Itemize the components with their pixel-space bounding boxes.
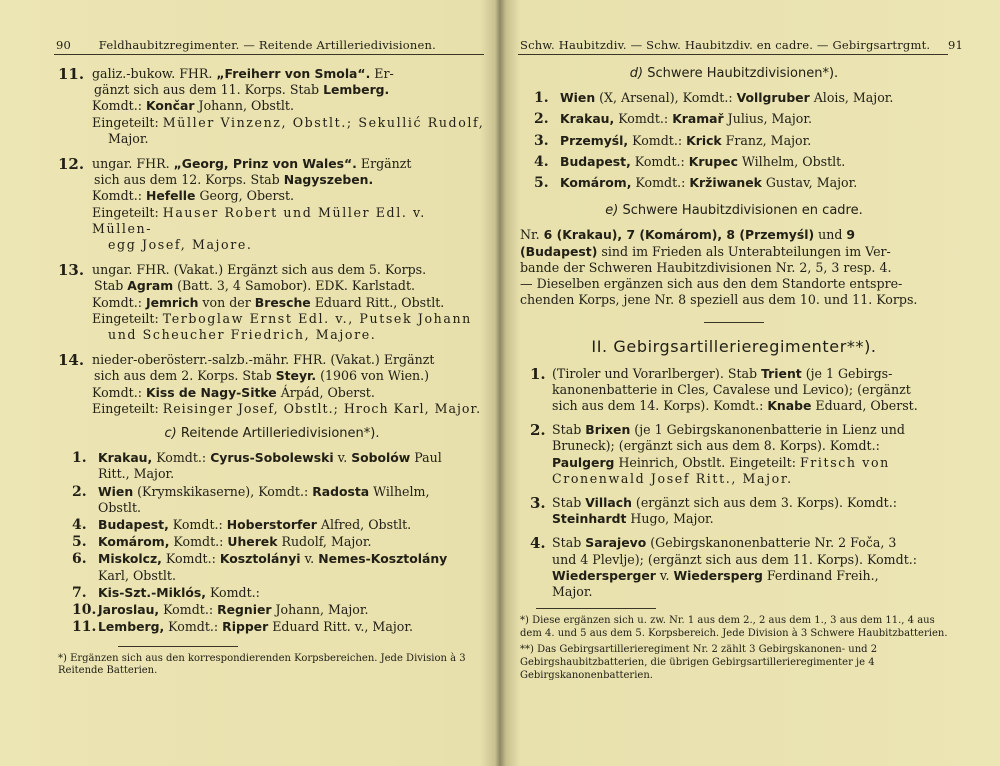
entry-text: sich aus dem 12. Korps. Stab — [94, 172, 284, 188]
list-item — [520, 495, 948, 527]
station-name: Komárom, — [98, 534, 170, 550]
entry-number: 12. — [58, 155, 85, 174]
item-text: Alois, Major. — [809, 90, 894, 106]
assigned-text: Cronenwald Josef Ritt., Major. — [552, 470, 793, 486]
item-text: Komdt.: — [159, 602, 218, 618]
item-text: Komdt.: — [164, 619, 223, 635]
right-content — [520, 66, 948, 682]
commander-name: Uherek — [227, 534, 278, 550]
item-text: Stab — [552, 495, 586, 511]
item-text: (Tiroler und Vorarlberger). Stab — [552, 365, 762, 381]
footnote-rule — [118, 646, 238, 647]
item-text: Wilhelm, Obstlt. — [737, 153, 846, 169]
footnote: *) Ergänzen sich aus den korrespondierenden Korpsbereichen. Jede Division à 3 Reitende Batterien. — [58, 652, 466, 677]
station-name: Kis-Szt.-Miklós, — [98, 584, 206, 600]
item-text: Stab — [552, 422, 586, 438]
commander-rest: Eduard Ritt., Obstlt. — [310, 294, 445, 310]
item-number: 1. — [534, 90, 549, 107]
item-number: 1. — [72, 450, 87, 467]
item-text: Komdt.: — [161, 551, 220, 567]
station-name: Wien — [560, 90, 596, 106]
item-number: 4. — [534, 153, 549, 170]
list-item — [526, 133, 948, 149]
assigned-text: Fritsch von — [799, 454, 890, 470]
assigned-text: Major. — [108, 130, 149, 146]
footnote: **) Das Gebirgsartillerieregiment Nr. 2 zählt 3 Gebirgskanonen- und 2 Gebirgshaubitzbatterien, die übrigen Gebirgsartillerieregimenter je 4 Gebirgskanonenbatterien. — [520, 644, 878, 681]
station-name: Sarajevo — [585, 535, 647, 551]
entry-text: Ergänzt — [356, 156, 412, 172]
commander-label: Komdt.: — [92, 384, 146, 400]
station-name: Steyr. — [275, 368, 317, 384]
item-text: Julius, Major. — [723, 111, 812, 127]
entry-text: ungar. FHR. — [92, 156, 174, 172]
item-number: 3. — [530, 494, 546, 513]
commander-name: Radosta — [312, 483, 370, 499]
assigned-text: Reisinger Josef, Obstlt.; Hroch Karl, Major. — [162, 400, 482, 416]
station-name: Lemberg, — [98, 619, 165, 635]
section-letter: c) — [164, 426, 177, 442]
entry-text: nieder-oberösterr.-salzb.-mähr. FHR. (Vakat.) Ergänzt — [92, 352, 435, 368]
station-name: Trient — [761, 365, 802, 381]
list-item — [64, 602, 486, 618]
entry-text: ungar. FHR. (Vakat.) Ergänzt sich aus dem 5. Korps. — [92, 262, 427, 278]
regiment-name: „Freiherr von Smola“. — [216, 66, 371, 81]
commander-name: Steinhardt — [552, 511, 627, 527]
section-letter: e) — [605, 203, 619, 219]
running-head-title: Feldhaubitzregimenter. — Reitende Artilleriedivisionen. — [98, 38, 436, 52]
item-text: Hugo, Major. — [626, 511, 714, 527]
item-text: Bruneck); (ergänzt sich aus dem 8. Korps). Komdt.: — [552, 438, 880, 454]
regiment-entry-12 — [58, 156, 486, 253]
item-text: Stab — [552, 535, 586, 551]
item-number: 3. — [534, 132, 549, 149]
assigned-text: Müller Vinzenz, Obstlt.; Sekullić Rudolf, — [162, 114, 485, 130]
item-text: Komdt.: — [205, 584, 260, 600]
item-text: (Krymskikaserne), Komdt.: — [133, 483, 313, 499]
list-item — [520, 422, 948, 487]
station-name: Komárom, — [560, 175, 632, 191]
entry-text: gänzt sich aus dem 11. Korps. Stab — [94, 82, 324, 98]
regiment-entry-11 — [58, 66, 486, 147]
list-item — [64, 450, 486, 482]
station-name: (Budapest) — [520, 243, 598, 259]
entry-text: (Batt. 3, 4 Samobor). EDK. Karlstadt. — [173, 278, 416, 294]
para-text: — Dieselben ergänzen sich aus den dem Standorte entspre- — [520, 276, 903, 292]
entry-text: galiz.-bukow. FHR. — [92, 66, 217, 81]
commander-name: Končar — [145, 98, 195, 114]
item-text: (je 1 Gebirgskanonenbatterie in Lienz und — [630, 422, 905, 438]
left-running-head — [56, 38, 436, 52]
station-name: Krakau, — [560, 111, 615, 127]
entry-number: 11. — [58, 65, 85, 83]
left-page — [0, 0, 498, 766]
item-text: Franz, Major. — [721, 132, 812, 148]
list-item — [64, 534, 486, 550]
station-name: Villach — [585, 495, 632, 511]
item-text: Ritt., Major. — [98, 466, 175, 482]
item-number: 7. — [72, 584, 87, 601]
assigned-label: Eingeteilt: — [92, 400, 163, 416]
item-text: (X, Arsenal), Komdt.: — [595, 90, 737, 106]
item-text: (ergänzt sich aus dem 3. Korps). Komdt.: — [631, 495, 897, 511]
item-text: kanonenbatterie in Cles, Cavalese und Levico); (ergänzt — [552, 381, 911, 397]
list-item — [520, 535, 948, 600]
header-rule — [54, 54, 484, 55]
item-text: (je 1 Gebirgs- — [801, 365, 893, 381]
entry-number: 14. — [58, 351, 85, 370]
regiment-entry-13 — [58, 262, 486, 343]
right-page — [506, 0, 1000, 766]
item-text: Heinrich, Obstlt. Eingeteilt: — [614, 454, 800, 470]
item-number: 5. — [534, 175, 549, 192]
commander-name: Kiss de Nagy-Sitke — [145, 384, 277, 400]
station-name: Budapest, — [560, 153, 631, 169]
assigned-label: Eingeteilt: — [92, 114, 163, 130]
assigned-text: Terboglaw Ernst Edl. v., Putsek Johann — [162, 310, 472, 326]
list-item — [64, 484, 486, 516]
item-text: Komdt.: — [168, 517, 227, 533]
commander-name: Bresche — [254, 294, 311, 310]
item-number: 2. — [534, 111, 549, 128]
item-text: sich aus dem 14. Korps). Komdt.: — [552, 398, 768, 414]
page-number: 90 — [56, 38, 72, 52]
item-number: 6. — [72, 551, 87, 568]
section-heading-e — [520, 203, 948, 219]
mounted-divisions-list — [58, 450, 486, 635]
item-text: und 4 Plevlje); (ergänzt sich aus dem 11. Korps). Komdt.: — [552, 551, 917, 567]
station-name: Agram — [127, 278, 174, 294]
assigned-label: Eingeteilt: — [92, 204, 163, 220]
heavy-divisions-list — [520, 90, 948, 191]
assigned-text: egg Josef, Majore. — [108, 237, 253, 253]
item-number: 10. — [72, 602, 97, 619]
commander-name: Wiedersperg — [673, 567, 763, 583]
list-item — [526, 175, 948, 191]
commander-name: Ripper — [222, 619, 269, 635]
commander-name: Jemrich — [145, 294, 199, 310]
list-item — [526, 154, 948, 170]
left-content — [58, 66, 486, 678]
commander-rest: Johann, Obstlt. — [194, 98, 294, 114]
commander-name: Vollgruber — [736, 90, 810, 106]
page-number: 91 — [948, 38, 964, 52]
item-number: 2. — [72, 483, 87, 500]
list-item — [520, 366, 948, 415]
division-list: 6 (Krakau), 7 (Komárom), 8 (Przemyśl) — [543, 227, 815, 243]
regiment-name: „Georg, Prinz von Wales“. — [173, 156, 357, 172]
item-text: Eduard, Oberst. — [811, 398, 918, 414]
para-text: chenden Korps, jene Nr. 8 speziell aus dem 10. und 11. Korps. — [520, 292, 918, 308]
item-text: Komdt.: — [631, 175, 690, 191]
commander-name: Krick — [686, 132, 722, 148]
item-text: Komdt.: — [630, 153, 689, 169]
item-text: v. — [300, 551, 319, 567]
item-text: Wilhelm, — [369, 483, 430, 499]
commander-name: Knabe — [767, 398, 812, 414]
division-number: 9 — [846, 227, 856, 243]
commander-name: Nemes-Kosztolány — [318, 551, 448, 567]
commander-rest: von der — [198, 294, 255, 310]
section-title: Reitende Artilleriedivisionen*). — [180, 426, 380, 442]
assigned-text: Hauser Robert und Müller Edl. v. Müllen- — [92, 204, 426, 236]
para-text: bande der Schweren Haubitzdivisionen Nr. 2, 5, 3 resp. 4. — [520, 259, 892, 275]
list-item — [64, 585, 486, 601]
running-head-title: Schw. Haubitzdiv. — Schw. Haubitzdiv. en cadre. — Gebirgsartrgmt. — [520, 38, 931, 52]
item-text: Karl, Obstlt. — [98, 567, 176, 583]
item-text: Eduard Ritt. v., Major. — [268, 619, 413, 635]
mountain-regiments-list — [520, 366, 948, 601]
section-heading-ii: II. Gebirgsartillerieregimenter**). — [591, 337, 877, 357]
item-text: Rudolf, Major. — [277, 534, 372, 550]
list-item — [64, 551, 486, 583]
item-text: (Gebirgskanonenbatterie Nr. 2 Foča, 3 — [646, 535, 897, 551]
assigned-text: und Scheucher Friedrich, Majore. — [108, 327, 377, 343]
commander-name: Kramař — [672, 111, 724, 127]
commander-label: Komdt.: — [92, 294, 146, 310]
item-text: Komdt.: — [614, 111, 673, 127]
entry-text: (1906 von Wien.) — [316, 368, 430, 384]
regiment-entry-14 — [58, 352, 486, 417]
section-heading-d — [520, 66, 948, 82]
commander-label: Komdt.: — [92, 98, 146, 114]
item-number: 11. — [72, 619, 97, 636]
station-name: Wien — [98, 483, 134, 499]
section-title: Schwere Haubitzdivisionen en cadre. — [622, 203, 863, 219]
item-text: Komdt.: — [169, 534, 228, 550]
section-heading-c — [58, 426, 486, 442]
item-text: Paul — [410, 450, 442, 466]
section-title: Schwere Haubitzdivisionen*). — [647, 66, 839, 81]
header-rule — [518, 54, 948, 55]
item-number: 2. — [530, 421, 546, 440]
commander-name: Paulgerg — [552, 454, 615, 470]
entry-text: sich aus dem 2. Korps. Stab — [94, 368, 276, 384]
list-item — [526, 90, 948, 106]
commander-name: Regnier — [217, 602, 272, 618]
commander-name: Sobolów — [351, 450, 411, 466]
entry-text: Er- — [370, 66, 394, 81]
list-item — [64, 517, 486, 533]
item-text: Obstlt. — [98, 499, 142, 515]
entry-text: Stab — [94, 278, 128, 294]
station-name: Miskolcz, — [98, 551, 162, 567]
station-name: Nagyszeben. — [283, 172, 374, 188]
station-name: Brixen — [585, 422, 631, 438]
station-name: Budapest, — [98, 517, 169, 533]
para-text: sind im Frieden als Unterabteilungen im Ver- — [597, 243, 891, 259]
item-text: Komdt.: — [628, 132, 687, 148]
footnote-rule — [536, 608, 656, 609]
item-text: Alfred, Obstlt. — [316, 517, 412, 533]
item-number: 1. — [530, 364, 546, 383]
para-text: und — [814, 227, 847, 243]
station-name: Lemberg. — [323, 82, 390, 98]
list-item — [64, 619, 486, 635]
item-text: Gustav, Major. — [761, 175, 858, 191]
commander-rest: Árpád, Oberst. — [276, 384, 375, 400]
item-text: Major. — [552, 584, 593, 600]
item-number: 5. — [72, 534, 87, 551]
right-running-head — [520, 38, 963, 52]
item-text: Johann, Major. — [271, 602, 369, 618]
commander-name: Kosztolányi — [219, 551, 301, 567]
station-name: Jaroslau, — [98, 602, 160, 618]
section-letter: d) — [629, 66, 644, 81]
section-divider — [704, 322, 764, 323]
commander-label: Komdt.: — [92, 188, 146, 204]
commander-name: Kržiwanek — [689, 175, 762, 191]
commander-rest: Georg, Oberst. — [195, 188, 295, 204]
commander-name: Wiedersperger — [552, 567, 656, 583]
commander-name: Hoberstorfer — [226, 517, 317, 533]
assigned-label: Eingeteilt: — [92, 310, 163, 326]
commander-name: Krupec — [688, 153, 738, 169]
commander-name: Hefelle — [145, 188, 196, 204]
item-text: v. — [655, 567, 674, 583]
station-name: Przemyśl, — [560, 132, 629, 148]
commander-name: Cyrus-Sobolewski — [210, 450, 334, 466]
para-text: Nr. — [520, 227, 544, 243]
station-name: Krakau, — [98, 450, 153, 466]
entry-number: 13. — [58, 261, 85, 280]
item-text: Komdt.: — [152, 450, 211, 466]
item-text: v. — [333, 450, 352, 466]
item-number: 4. — [72, 517, 87, 534]
cadre-paragraph — [520, 227, 948, 308]
footnote: *) Diese ergänzen sich u. zw. Nr. 1 aus dem 2., 2 aus dem 1., 3 aus dem 11., 4 aus dem 4. und 5 aus dem 5. Korpsbereich. Jede Division à 3 Schwere Haubitzbatterien. — [520, 615, 948, 639]
item-text: Ferdinand Freih., — [762, 567, 879, 583]
item-number: 4. — [530, 534, 546, 553]
list-item — [526, 111, 948, 127]
